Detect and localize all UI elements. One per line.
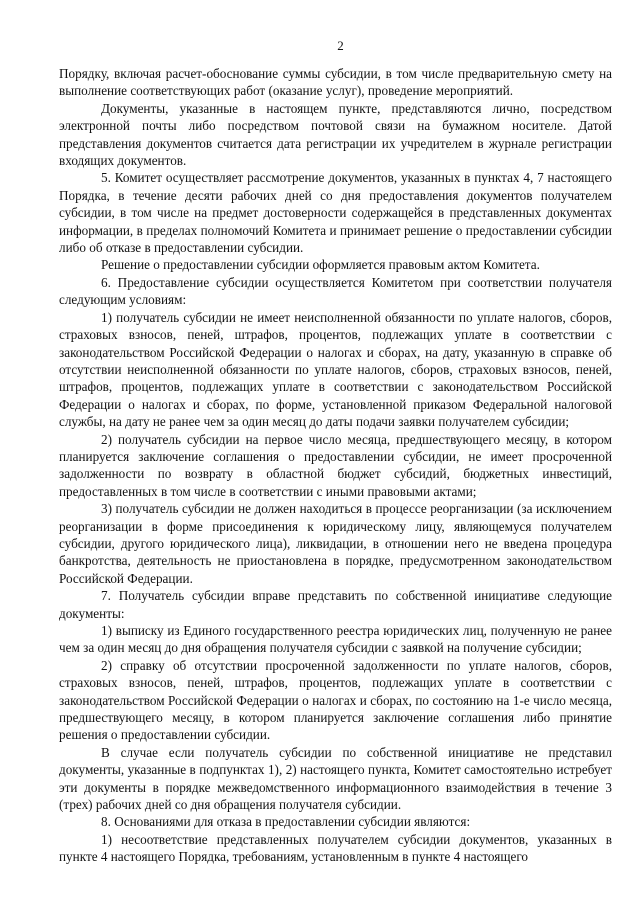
- paragraph: 5. Комитет осуществляет рассмотрение документов, указанных в пунктах 4, 7 настоящего Порядка, в течение десяти рабочих дней со дня предоставления документов получателем субсидии, в том числе на предмет достоверности содержащейся в представленных документах информации, в пределах полномочий Комитета и принимает решение о предоставлении субсидии либо об отказе в предоставлении субсидии.: [59, 170, 612, 256]
- paragraph: 2) получатель субсидии на первое число месяца, предшествующего месяцу, в котором планируется заключение соглашения о предоставлении субсидии, не имеет просроченной задолженности по возврату в областной бюджет субсидий, бюджетных инвестиций, предоставленных в том числе в соответствии с иными правовыми актами;: [59, 431, 612, 499]
- paragraph: 7. Получатель субсидии вправе представить по собственной инициативе следующие документы:: [59, 588, 612, 621]
- paragraph: Порядку, включая расчет-обоснование суммы субсидии, в том числе предварительную смету на выполнение соответствующих работ (оказание услуг), проведение мероприятий.: [59, 66, 612, 99]
- paragraph: В случае если получатель субсидии по собственной инициативе не представил документы, указанные в подпунктах 1), 2) настоящего пункта, Комитет самостоятельно истребует эти документы в порядке межведомственного информационного взаимодействия в течение 3 (трех) рабочих дней со дня обращения получателя субсидии.: [59, 744, 612, 813]
- paragraph: Документы, указанные в настоящем пункте, представляются лично, посредством электронной почты либо посредством почтовой связи на бумажном носителе. Датой представления документов считается дата регистрации их учредителем в журнале регистрации входящих документов.: [59, 100, 612, 169]
- paragraph: 8. Основаниями для отказа в предоставлении субсидии являются:: [101, 814, 471, 830]
- paragraph: 1) несоответствие представленных получателем субсидии документов, указанных в пункте 4 настоящего Порядка, требованиям, установленным в пункте 4 настоящего: [59, 831, 612, 865]
- paragraph: 3) получатель субсидии не должен находиться в процессе реорганизации (за исключением реорганизации в форме присоединения к юридическому лицу, являющемуся получателем субсидии, другого юридического лица), ликвидации, в отношении него не введена процедура банкротства, деятельность не приостановлена в порядке, предусмотренном законодательством Российской Федерации.: [59, 501, 612, 586]
- document-body: [59, 65, 612, 866]
- page-number: 2: [337, 38, 344, 53]
- paragraph: 1) выписку из Единого государственного реестра юридических лиц, полученную не ранее чем за один месяц до дня обращения получателя субсидии с заявкой на получение субсидии;: [59, 623, 612, 656]
- paragraph: Решение о предоставлении субсидии оформляется правовым актом Комитета.: [101, 257, 540, 273]
- paragraph: 1) получатель субсидии не имеет неисполненной обязанности по уплате налогов, сборов, страховых взносов, пеней, штрафов, процентов, подлежащих уплате в соответствии с законодательством Российской Федерации о налогах и сборах, на дату, указанную в справке об отсутствии неисполненной обязанности по уплате налогов, сборов, страховых взносов, пеней, штрафов, процентов, подлежащих уплате в соответствии с законодательством Российской Федерации о налогах и сборах, по форме, установленной приказом Федеральной налоговой службы, на дату не ранее чем за один месяц до даты подачи заявки получателем субсидии;: [59, 309, 612, 430]
- paragraph: 6. Предоставление субсидии осуществляется Комитетом при соответствии получателя следующим условиям:: [59, 274, 612, 308]
- paragraph: 2) справку об отсутствии просроченной задолженности по уплате налогов, сборов, страховых взносов, пеней, штрафов, процентов, подлежащих уплате в соответствии с законодательством Российской Федерации о налогах и сборах, по состоянию на 1-е число месяца, предшествующего месяцу, в котором планируется заключение соглашения либо принятие решения о предоставлении субсидии.: [59, 657, 612, 743]
